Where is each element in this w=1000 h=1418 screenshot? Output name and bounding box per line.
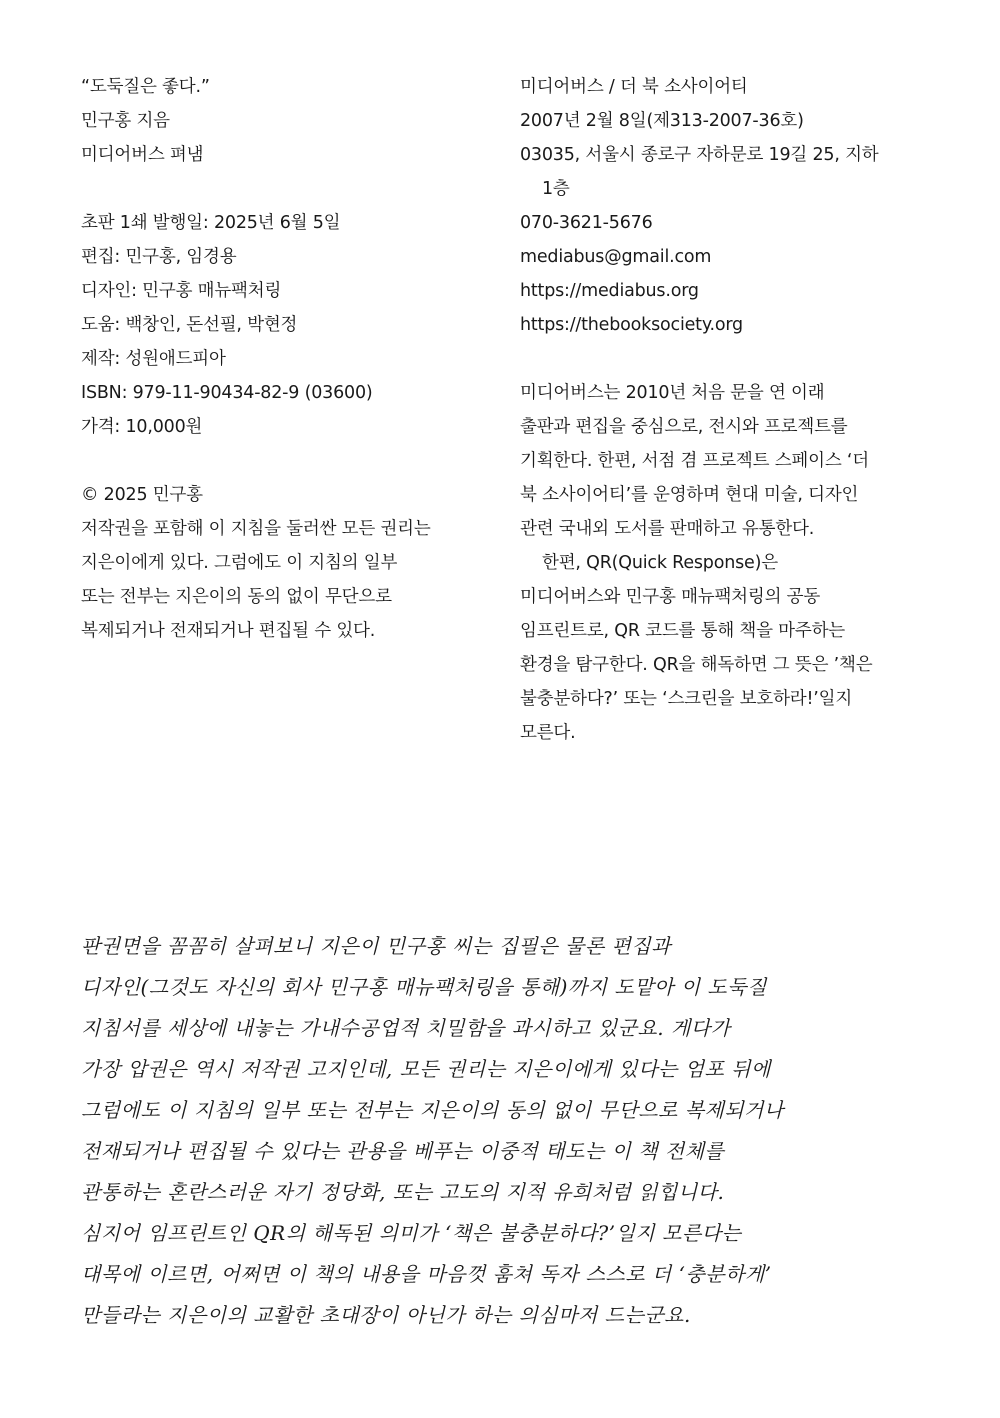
production-credit: 제작: 성원애드피아	[81, 349, 226, 369]
design-credit: 디자인: 민구홍 매뉴팩처링	[81, 281, 282, 301]
publisher-line: 미디어버스 펴냄	[81, 145, 204, 165]
editors: 편집: 민구홍, 임경용	[81, 247, 237, 267]
copyright-notice-line: 지은이에게 있다. 그럼에도 이 지침의 일부	[81, 553, 398, 573]
about-line: 기획한다. 한편, 서점 겸 프로젝트 스페이스 ‘더	[520, 451, 869, 471]
registration: 2007년 2월 8일(제313-2007-36호)	[520, 111, 804, 131]
spacer	[81, 172, 491, 206]
author-line: 민구홍 지음	[81, 111, 170, 131]
copyright-notice-line: 복제되거나 전재되거나 편집될 수 있다.	[81, 621, 376, 641]
about-line: 관련 국내외 도서를 판매하고 유통한다.	[520, 519, 815, 539]
about-line: 한편, QR(Quick Response)은	[542, 553, 778, 573]
about-line: 북 소사이어티’를 운영하며 현대 미술, 디자인	[520, 485, 859, 505]
about-line: 환경을 탐구한다. QR을 해독하면 그 뜻은 ’책은	[520, 655, 873, 675]
phone: 070-3621-5676	[520, 213, 653, 233]
spacer	[81, 444, 491, 478]
about-line: 임프린트로, QR 코드를 통해 책을 마주하는	[520, 621, 845, 641]
book-title: “도둑질은 좋다.”	[81, 77, 210, 97]
note-line: 전재되거나 편집될 수 있다는 관용을 베푸는 이중적 태도는 이 책 전체를	[81, 1139, 725, 1163]
isbn: ISBN: 979-11-90434-82-9 (03600)	[81, 383, 373, 403]
copyright-notice-line: 저작권을 포함해 이 지침을 둘러싼 모든 권리는	[81, 519, 431, 539]
spacer	[520, 342, 930, 376]
note-line: 그럼에도 이 지침의 일부 또는 전부는 지은이의 동의 없이 무단으로 복제되거나	[81, 1098, 784, 1122]
note-line: 판권면을 꼼꼼히 살펴보니 지은이 민구홍 씨는 집필은 물론 편집과	[81, 934, 671, 958]
note-line: 관통하는 혼란스러운 자기 정당화, 또는 고도의 지적 유희처럼 읽힙니다.	[81, 1180, 725, 1204]
assistance-credit: 도움: 백창인, 돈선필, 박현정	[81, 315, 298, 335]
note-line: 대목에 이르면, 어쩌면 이 책의 내용을 마음껏 훔쳐 독자 스스로 더 ‘충분하게’	[81, 1262, 772, 1286]
colophon-right	[520, 70, 930, 750]
email: mediabus@gmail.com	[520, 247, 712, 267]
about-line: 출판과 편집을 중심으로, 전시와 프로젝트를	[520, 417, 848, 437]
website-mediabus: https://mediabus.org	[520, 281, 699, 301]
about-line: 모른다.	[520, 723, 576, 743]
publisher-name: 미디어버스 / 더 북 소사이어티	[520, 77, 748, 97]
note-line: 심지어 임프린트인 QR의 해독된 의미가 ‘책은 불충분하다?’일지 모른다는	[81, 1221, 742, 1245]
publication-date: 초판 1쇄 발행일: 2025년 6월 5일	[81, 213, 341, 233]
address-continued: 1층	[542, 179, 570, 199]
about-line: 미디어버스와 민구홍 매뉴팩처링의 공동	[520, 587, 821, 607]
note-line: 만들라는 지은이의 교활한 초대장이 아닌가 하는 의심마저 드는군요.	[81, 1303, 691, 1327]
about-line: 불충분하다?’ 또는 ‘스크린을 보호하라!’일지	[520, 689, 853, 709]
note-line: 지침서를 세상에 내놓는 가내수공업적 치밀함을 과시하고 있군요. 게다가	[81, 1016, 731, 1040]
handwritten-note	[81, 926, 941, 1336]
copyright-line: © 2025 민구홍	[81, 485, 203, 505]
copyright-notice-line: 또는 전부는 지은이의 동의 없이 무단으로	[81, 587, 392, 607]
about-line: 미디어버스는 2010년 처음 문을 연 이래	[520, 383, 825, 403]
colophon-left	[81, 70, 491, 648]
address: 03035, 서울시 종로구 자하문로 19길 25, 지하	[520, 145, 879, 165]
price: 가격: 10,000원	[81, 417, 203, 437]
note-line: 디자인(그것도 자신의 회사 민구홍 매뉴팩처링을 통해)까지 도맡아 이 도둑질	[81, 975, 767, 999]
note-line: 가장 압권은 역시 저작권 고지인데, 모든 권리는 지은이에게 있다는 엄포 뒤에	[81, 1057, 771, 1081]
website-booksociety: https://thebooksociety.org	[520, 315, 743, 335]
